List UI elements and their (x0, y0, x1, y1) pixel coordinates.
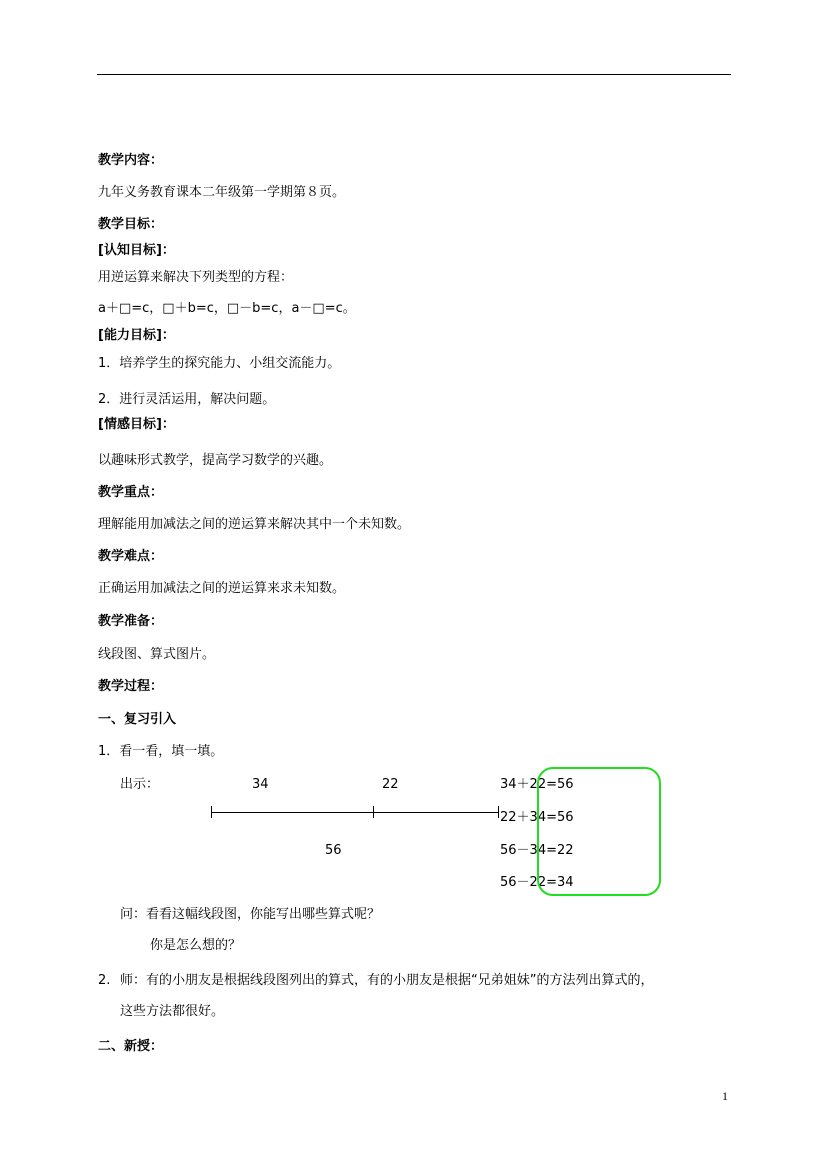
cognitive-text: 用逆运算来解决下列类型的方程： (98, 270, 294, 285)
equation-1: 34＋22=56 (500, 777, 574, 792)
part1-heading: 一、复习引入 (98, 712, 177, 727)
step-2-line-1: 师：有的小朋友是根据线段图列出的算式，有的小朋友是根据“兄弟姐妹”的方法列出算式的， (120, 973, 654, 988)
segment-label-left: 34 (252, 777, 269, 792)
ability-item-1: 1．培养学生的探究能力、小组交流能力。 (98, 356, 341, 371)
equation-2: 22＋34=56 (500, 810, 574, 825)
emotion-heading: [情感目标]： (98, 417, 175, 432)
segment-line (212, 812, 499, 813)
goals-heading: 教学目标： (98, 217, 164, 232)
ability-item-2: 2．进行灵活运用，解决问题。 (98, 392, 276, 407)
key-text: 理解能用加减法之间的逆运算来解决其中一个未知数。 (98, 517, 411, 532)
segment-label-total: 56 (325, 843, 342, 858)
part2-heading: 二、新授： (98, 1039, 164, 1054)
highlight-box (537, 767, 661, 896)
ability-heading: [能力目标]： (98, 328, 175, 343)
show-label: 出示： (120, 777, 160, 792)
content-heading: 教学内容： (98, 153, 164, 168)
prep-text: 线段图、算式图片。 (98, 647, 216, 662)
difficulty-heading: 教学难点： (98, 549, 164, 564)
step-2-number: 2. (98, 973, 111, 988)
segment-label-right: 22 (382, 777, 399, 792)
page-number: 1 (722, 1089, 728, 1103)
segment-tick-start (211, 806, 212, 818)
cognitive-heading: [认知目标]： (98, 243, 175, 258)
question-2: 你是怎么想的？ (150, 938, 242, 953)
content-text: 九年义务教育课本二年级第一学期第８页。 (98, 185, 346, 200)
process-heading: 教学过程： (98, 679, 164, 694)
equation-types: a＋□=c，□＋b=c，□－b=c，a－□=c。 (98, 301, 356, 316)
prep-heading: 教学准备： (98, 614, 164, 629)
header-rule (97, 74, 731, 75)
emotion-text: 以趣味形式教学，提高学习数学的兴趣。 (98, 453, 333, 468)
key-heading: 教学重点： (98, 485, 164, 500)
difficulty-text: 正确运用加减法之间的逆运算来求未知数。 (98, 581, 346, 596)
question-1: 问：看看这幅线段图，你能写出哪些算式呢？ (120, 907, 381, 922)
equation-4: 56－22=34 (500, 875, 574, 890)
segment-tick-middle (373, 806, 374, 818)
equation-3: 56－34=22 (500, 843, 574, 858)
step-2-line-2: 这些方法都很好。 (120, 1004, 225, 1019)
segment-tick-end (498, 806, 499, 818)
step-1: 1．看一看，填一填。 (98, 744, 224, 759)
